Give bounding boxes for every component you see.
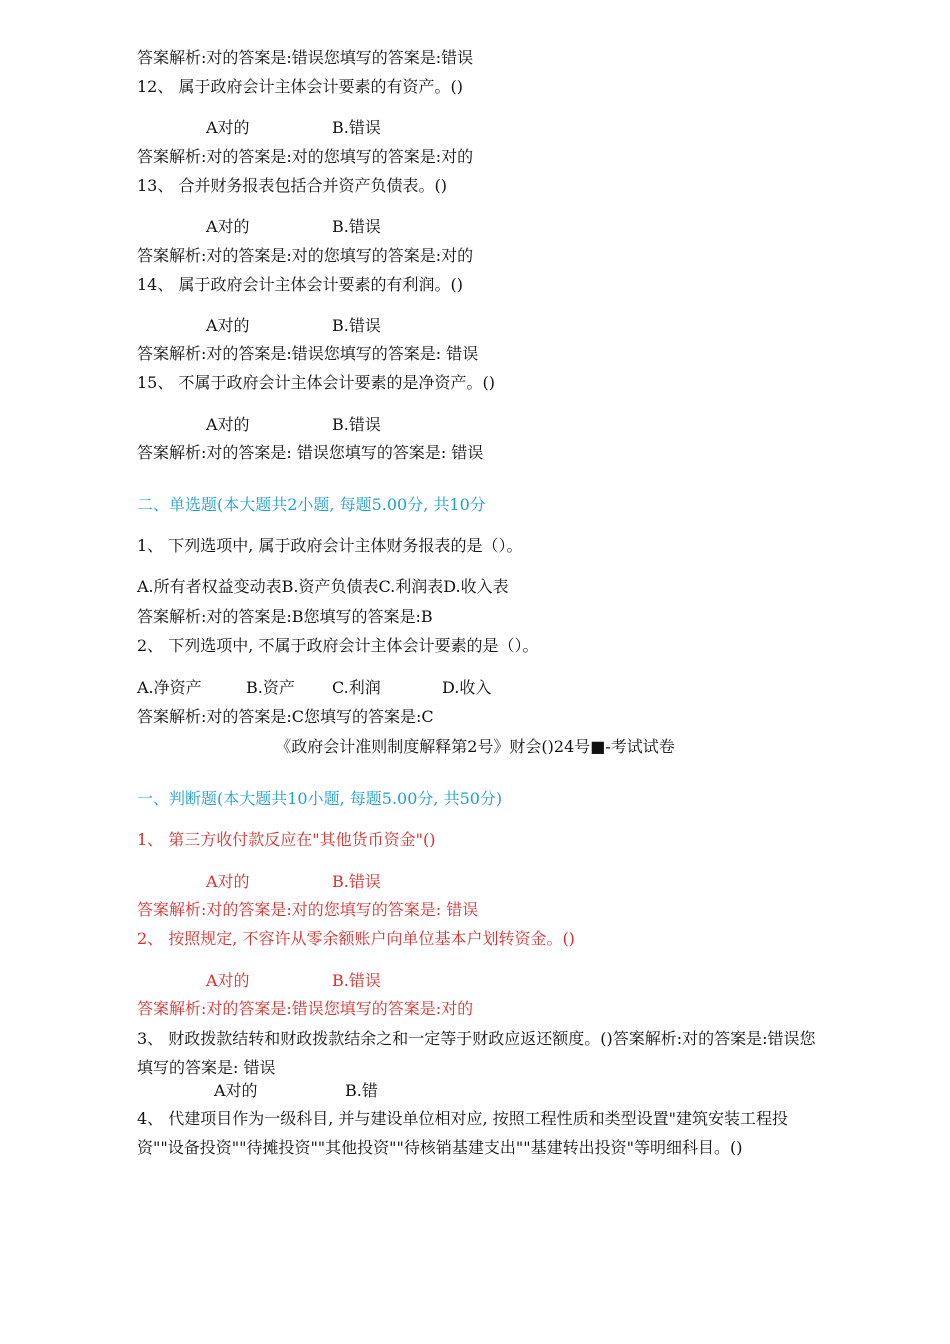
mc-option-d: D.收入	[442, 678, 492, 697]
mc-question-1-options: A.所有者权益变动表B.资产负债表C.利润表D.收入表	[137, 577, 509, 596]
mc-option-c: C.利润	[332, 678, 381, 697]
option-a: A对的	[206, 316, 250, 335]
answer-analysis: 答案解析:对的答案是:错误您填写的答案是: 错误	[137, 344, 479, 363]
answer-analysis: 答案解析:对的答案是: 错误您填写的答案是: 错误	[137, 443, 484, 462]
option-b: B.错误	[332, 872, 381, 891]
answer-analysis: 答案解析:对的答案是:C您填写的答案是:C	[137, 707, 434, 726]
tf-question-1: 1、 第三方收付款反应在"其他货币资金"()	[137, 830, 436, 849]
option-a: A对的	[206, 872, 250, 891]
option-a: A对的	[206, 118, 250, 137]
option-a: A对的	[206, 971, 250, 990]
tf-question-2: 2、 按照规定, 不容许从零余额账户向单位基本户划转资金。()	[137, 929, 575, 948]
question-13: 13、 合并财务报表包括合并资产负债表。()	[137, 176, 447, 195]
answer-analysis: 答案解析:对的答案是:对的您填写的答案是: 错误	[137, 900, 479, 919]
exam-title: 《政府会计准则制度解释第2号》财会()24号■-考试试卷	[275, 737, 675, 756]
option-a: A对的	[206, 217, 250, 236]
answer-analysis: 答案解析:对的答案是:对的您填写的答案是:对的	[137, 147, 474, 166]
answer-analysis: 答案解析:对的答案是:对的您填写的答案是:对的	[137, 246, 474, 265]
question-14: 14、 属于政府会计主体会计要素的有利润。()	[137, 275, 463, 294]
answer-analysis: 答案解析:对的答案是:错误您填写的答案是:对的	[137, 999, 474, 1018]
option-a: A对的	[214, 1081, 258, 1100]
option-b: B.错	[345, 1081, 378, 1100]
option-b: B.错误	[332, 316, 381, 335]
answer-analysis: 答案解析:对的答案是:B您填写的答案是:B	[137, 607, 433, 626]
option-b: B.错误	[332, 217, 381, 236]
tf-question-4: 4、 代建项目作为一级科目, 并与建设单位相对应, 按照工程性质和类型设置"建筑安装工程投资""设备投资""待摊投资""其他投资""待核销基建支出""基建转出投资"等明细科目。()	[137, 1109, 788, 1157]
question-15: 15、 不属于政府会计主体会计要素的是净资产。()	[137, 373, 495, 392]
answer-analysis: 答案解析:对的答案是:错误您填写的答案是:错误	[137, 48, 474, 67]
section-heading-single-choice: 二、单选题(本大题共2小题, 每题5.00分, 共10分	[137, 495, 486, 514]
mc-question-2: 2、 下列选项中, 不属于政府会计主体会计要素的是（）。	[137, 636, 539, 655]
mc-option-a: A.净资产	[137, 678, 202, 697]
mc-question-1: 1、 下列选项中, 属于政府会计主体财务报表的是（）。	[137, 536, 523, 555]
section-heading-true-false: 一、判断题(本大题共10小题, 每题5.00分, 共50分)	[137, 789, 503, 808]
question-12: 12、 属于政府会计主体会计要素的有资产。()	[137, 77, 463, 96]
option-b: B.错误	[332, 118, 381, 137]
option-b: B.错误	[332, 415, 381, 434]
option-a: A对的	[206, 415, 250, 434]
tf-question-3: 3、 财政拨款结转和财政拨款结余之和一定等于财政应返还额度。()答案解析:对的答案是:错误您填写的答案是: 错误	[137, 1029, 816, 1077]
option-b: B.错误	[332, 971, 381, 990]
mc-option-b: B.资产	[246, 678, 295, 697]
